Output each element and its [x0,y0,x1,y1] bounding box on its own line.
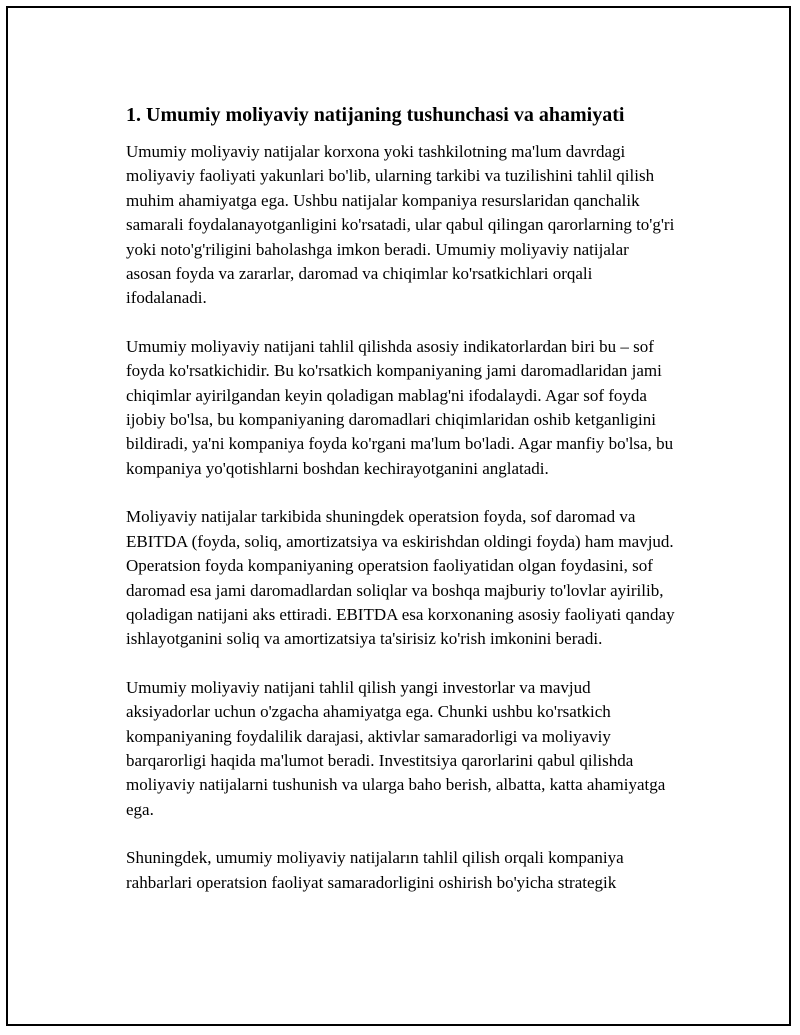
document-body [126,102,676,895]
page-frame [6,6,791,1026]
paragraph-2: Umumiy moliyaviy natijani tahlil qilishda asosiy indikatorlardan biri bu – sof foyda ko'rsatkichidir. Bu ko'rsatkich kompaniyaning jami daromadlaridan jami chiqimlar ayirilgandan keyin qoladigan mablag'ni ifodalaydi. Agar sof foyda ijobiy bo'lsa, bu kompaniyaning daromadlari chiqimlaridan oshib ketganligini bildiradi, ya'ni kompaniya foyda ko'rgani ma'lum bo'ladi. Agar manfiy bo'lsa, bu kompaniya yo'qotishlarni boshdan kechirayotganini anglatadi. [126,336,674,478]
section-heading: 1. Umumiy moliyaviy natijaning tushunchasi va ahamiyati [126,104,625,126]
paragraph-1: Umumiy moliyaviy natijalar korxona yoki tashkilotning ma'lum davrdagi moliyaviy faoliyati yakunlari bo'lib, ularning tarkibi va tuzilishini tahlil qilish muhim ahamiyatga ega. Ushbu natijalar kompaniya resurslaridan qanchalik samarali foydalanayotganligini ko'rsatadi, ular qabul qilingan qarorlarning to'g'ri yoki noto'g'riligini baholashga imkon beradi. Umumiy moliyaviy natijalar asosan foyda va zararlar, daromad va chiqimlar ko'rsatkichlari orqali ifodalanadi. [126,142,675,308]
paragraph-4: Umumiy moliyaviy natijani tahlil qilish yangi investorlar va mavjud aksiyadorlar uchun o'zgacha ahamiyatga ega. Chunki ushbu ko'rsatkich kompaniyaning foydalilik darajasi, aktivlar samaradorligi va moliyaviy barqarorligi haqida ma'lumot beradi. Investitsiya qarorlarini qabul qilishda moliyaviy natijalarni tushunish va ularga baho berish, albatta, katta ahamiyatga ega. [126,677,666,819]
paragraph-5: Shuningdek, umumiy moliyaviy natijaların tahlil qilish orqali kompaniya rahbarlari operatsion faoliyat samaradorligini oshirish bo'yicha strategik [126,848,624,892]
paragraph-3: Moliyaviy natijalar tarkibida shuningdek operatsion foyda, sof daromad va EBITDA (foyda, soliq, amortizatsiya va eskirishdan oldingi foyda) ham mavjud. Operatsion foyda kompaniyaning operatsion faoliyatidan olgan foydasini, sof daromad esa jami daromadlardan soliqlar va boshqa majburiy to'lovlar ayirilib, qoladigan natijani aks ettiradi. EBITDA esa korxonaning asosiy faoliyati qanday ishlayotganini soliq va amortizatsiya ta'sirisiz ko'rish imkonini beradi. [126,507,675,649]
